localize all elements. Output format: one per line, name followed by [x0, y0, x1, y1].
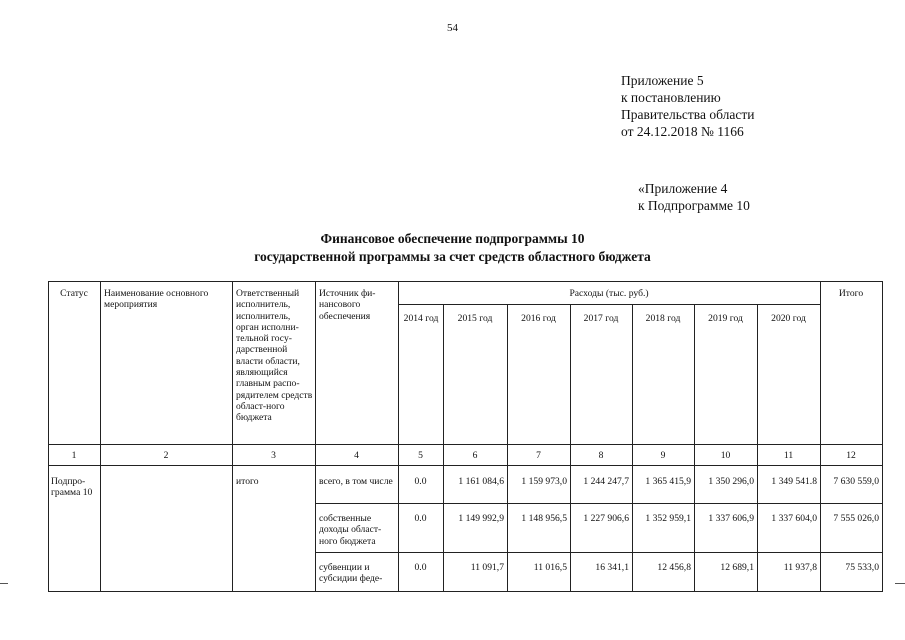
col-border	[315, 281, 316, 592]
col-border	[443, 304, 444, 592]
header-executor: Ответственный исполнитель, исполнитель, орган исполни-тельной госу-дарственной власти области, являющийся главным распо-рядителем средств област-ного бюджета	[236, 288, 313, 424]
row-divider-1	[315, 503, 882, 504]
header-year-2019: 2019 год	[708, 313, 743, 324]
row-divider-2	[315, 552, 882, 553]
header-year-2018: 2018 год	[645, 313, 681, 324]
row-source: субвенции и субсидии феде-	[319, 562, 383, 585]
page-number: 54	[447, 22, 458, 34]
value-total: 75 533,0	[845, 562, 879, 573]
value-2015: 1 161 084,6	[458, 476, 504, 487]
title-line-2: государственной программы за счет средств областного бюджета	[254, 249, 651, 264]
value-2017: 1 244 247,7	[583, 476, 629, 487]
sub-appendix-line-2: к Подпрограмме 10	[638, 198, 750, 213]
value-total: 7 630 559,0	[833, 476, 879, 487]
value-2020: 1 337 604,0	[771, 513, 817, 524]
header-year-2020: 2020 год	[771, 313, 806, 324]
group-status: Подпро-грамма 10	[51, 476, 93, 499]
value-2014: 0.0	[414, 562, 427, 573]
value-total: 7 555 026,0	[833, 513, 879, 524]
value-2017: 1 227 906,6	[583, 513, 629, 524]
col-number: 6	[472, 450, 478, 461]
group-executor: итого	[236, 476, 259, 487]
col-border	[570, 304, 571, 592]
col-border	[232, 281, 233, 592]
col-number: 2	[163, 450, 169, 461]
scan-edge-mark-right	[895, 583, 905, 584]
col-border	[820, 281, 821, 592]
value-2014: 0.0	[414, 476, 427, 487]
table-border-top	[48, 281, 882, 282]
header-expenses: Расходы (тыс. руб.)	[569, 288, 649, 299]
col-border	[632, 304, 633, 592]
col-number: 11	[783, 450, 794, 461]
appendix-line-4: от 24.12.2018 № 1166	[621, 124, 744, 139]
value-2016: 1 148 956,5	[521, 513, 567, 524]
col-border	[757, 304, 758, 592]
col-number: 3	[271, 450, 276, 461]
row-source: всего, в том числе	[319, 476, 393, 487]
value-2016: 1 159 973,0	[521, 476, 567, 487]
value-2018: 1 352 959,1	[645, 513, 691, 524]
title-line-1: Финансовое обеспечение подпрограммы 10	[320, 231, 585, 246]
value-2020: 11 937,8	[783, 562, 817, 573]
value-2019: 1 337 606,9	[708, 513, 754, 524]
col-number: 10	[720, 450, 731, 461]
col-border	[882, 281, 883, 592]
header-measure-name: Наименование основного мероприятия	[104, 288, 209, 311]
col-number: 1	[71, 450, 77, 461]
col-number: 7	[536, 450, 541, 461]
header-year-2015: 2015 год	[457, 313, 493, 324]
value-2014: 0.0	[414, 513, 427, 524]
value-2015: 1 149 992,9	[458, 513, 504, 524]
value-2015: 11 091,7	[470, 562, 504, 573]
header-year-2014: 2014 год	[403, 313, 439, 324]
scan-edge-mark-left	[0, 583, 8, 584]
value-2019: 12 689,1	[720, 562, 754, 573]
value-2019: 1 350 296,0	[708, 476, 754, 487]
appendix-line-3: Правительства области	[621, 107, 755, 122]
sub-appendix-line-1: «Приложение 4	[638, 181, 728, 196]
col-number: 5	[418, 450, 423, 461]
col-number: 12	[846, 450, 856, 461]
appendix-line-2: к постановлению	[621, 90, 721, 105]
col-number: 4	[354, 450, 359, 461]
col-border	[694, 304, 695, 592]
value-2016: 11 016,5	[533, 562, 567, 573]
value-2017: 16 341,1	[595, 562, 629, 573]
col-border	[48, 281, 49, 592]
col-border	[398, 281, 399, 592]
value-2018: 12 456,8	[657, 562, 691, 573]
value-2018: 1 365 415,9	[645, 476, 691, 487]
col-border	[507, 304, 508, 592]
header-source: Источник фи-нансового обеспечения	[319, 288, 376, 322]
header-total: Итого	[838, 288, 864, 299]
value-2020: 1 349 541.8	[771, 476, 817, 487]
header-status: Статус	[60, 288, 88, 299]
header-year-2016: 2016 год	[521, 313, 556, 324]
col-border	[100, 281, 101, 592]
col-number: 8	[598, 450, 604, 461]
header-year-2017: 2017 год	[583, 313, 619, 324]
appendix-line-1: Приложение 5	[621, 73, 704, 88]
row-source: собственные доходы област-ного бюджета	[319, 513, 382, 547]
col-number: 9	[660, 450, 666, 461]
